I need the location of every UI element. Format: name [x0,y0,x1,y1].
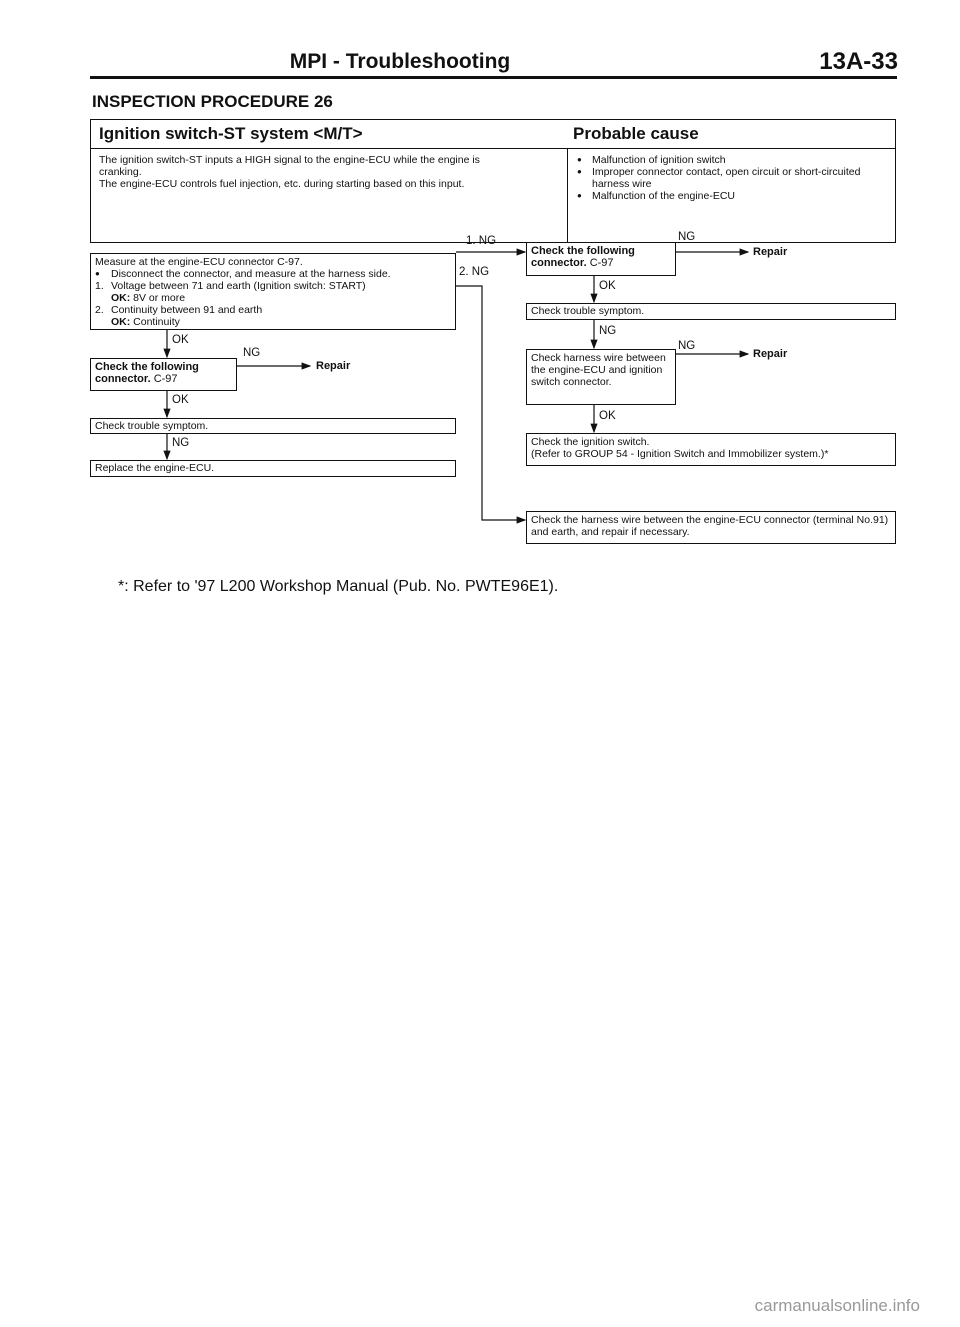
label-repair: Repair [753,348,788,360]
ok-key: OK: [111,316,131,328]
measure-ecu-connector-box [90,253,456,330]
measure-line: Measure at the engine-ECU connector C-97. [95,256,303,268]
check-ignition-switch-box [526,433,896,466]
check-wire-91-box: Check the harness wire between the engine-ECU connector (terminal No.91) and earth, and repair if necessary. [526,511,896,544]
replace-ecu-box: Replace the engine-ECU. [90,460,456,477]
measure-ok-2 [95,316,451,328]
label-ok: OK [599,410,616,422]
label-repair: Repair [753,246,788,258]
description-line: cranking. [99,166,142,178]
cause-item: ● Improper connector contact, open circuit or short-circuited harness wire [576,166,888,190]
page-number: 13A-33 [819,48,898,75]
label-ng: NG [243,347,261,359]
label-ok: OK [172,394,189,406]
description-line: The ignition switch-ST inputs a HIGH signal to the engine-ECU while the engine is [99,154,480,166]
check-connector-title: Check the following connector. [531,245,635,269]
check-symptom-left-box: Check trouble symptom. [90,418,456,434]
label-1-ng: 1. NG [466,235,497,247]
footnote: *: Refer to '97 L200 Workshop Manual (Pub. No. PWTE96E1). [118,578,559,595]
measure-step-1 [95,280,451,292]
measure-text: Voltage between 71 and earth (Ignition switch: START) [111,280,366,292]
step-number: 1. [95,280,104,292]
label-ok: OK [172,334,189,346]
connector-code: C-97 [153,373,178,385]
probable-cause-heading: Probable cause [573,124,699,143]
symptom-heading: Ignition switch-ST system <M/T> [99,124,363,143]
measure-step-2 [95,304,451,316]
check-connector-title: Check the following connector. [95,361,199,385]
measure-bullet-line [95,268,451,280]
flow-arrow-2ng [456,286,525,520]
label-2-ng: 2. NG [459,266,490,278]
cause-item: ● Malfunction of the engine-ECU [576,190,888,202]
measure-ok-1 [95,292,451,304]
description-line: The engine-ECU controls fuel injection, etc. during starting based on this input. [99,178,465,190]
check-connector-left-box [90,358,237,391]
check-harness-box: Check harness wire between the engine-ECU and ignition switch connector. [526,349,676,405]
page-title: MPI - Troubleshooting [289,50,511,73]
ok-value: 8V or more [133,292,186,304]
procedure-heading: INSPECTION PROCEDURE 26 [92,92,333,111]
bullet-glyph: ● [95,269,100,278]
label-ok: OK [599,280,616,292]
step-number: 2. [95,304,104,316]
measure-text: Disconnect the connector, and measure at the harness side. [111,268,391,280]
measure-text: Continuity between 91 and earth [111,304,263,316]
label-ng: NG [599,325,617,337]
label-ng: NG [678,340,696,352]
ignition-line: Check the ignition switch. [531,436,650,448]
label-ng: NG [172,437,190,449]
watermark: carmanualsonline.info [754,1296,920,1315]
connector-code: C-97 [589,257,614,269]
ok-key: OK: [111,292,131,304]
ok-value: Continuity [133,316,180,328]
check-connector-right-box [526,242,676,276]
check-symptom-right-box: Check trouble symptom. [526,303,896,320]
label-repair: Repair [316,360,351,372]
cause-item: ● Malfunction of ignition switch [576,154,888,166]
label-ng: NG [678,231,696,243]
ignition-line: (Refer to GROUP 54 - Ignition Switch and Immobilizer system.)* [531,448,829,460]
